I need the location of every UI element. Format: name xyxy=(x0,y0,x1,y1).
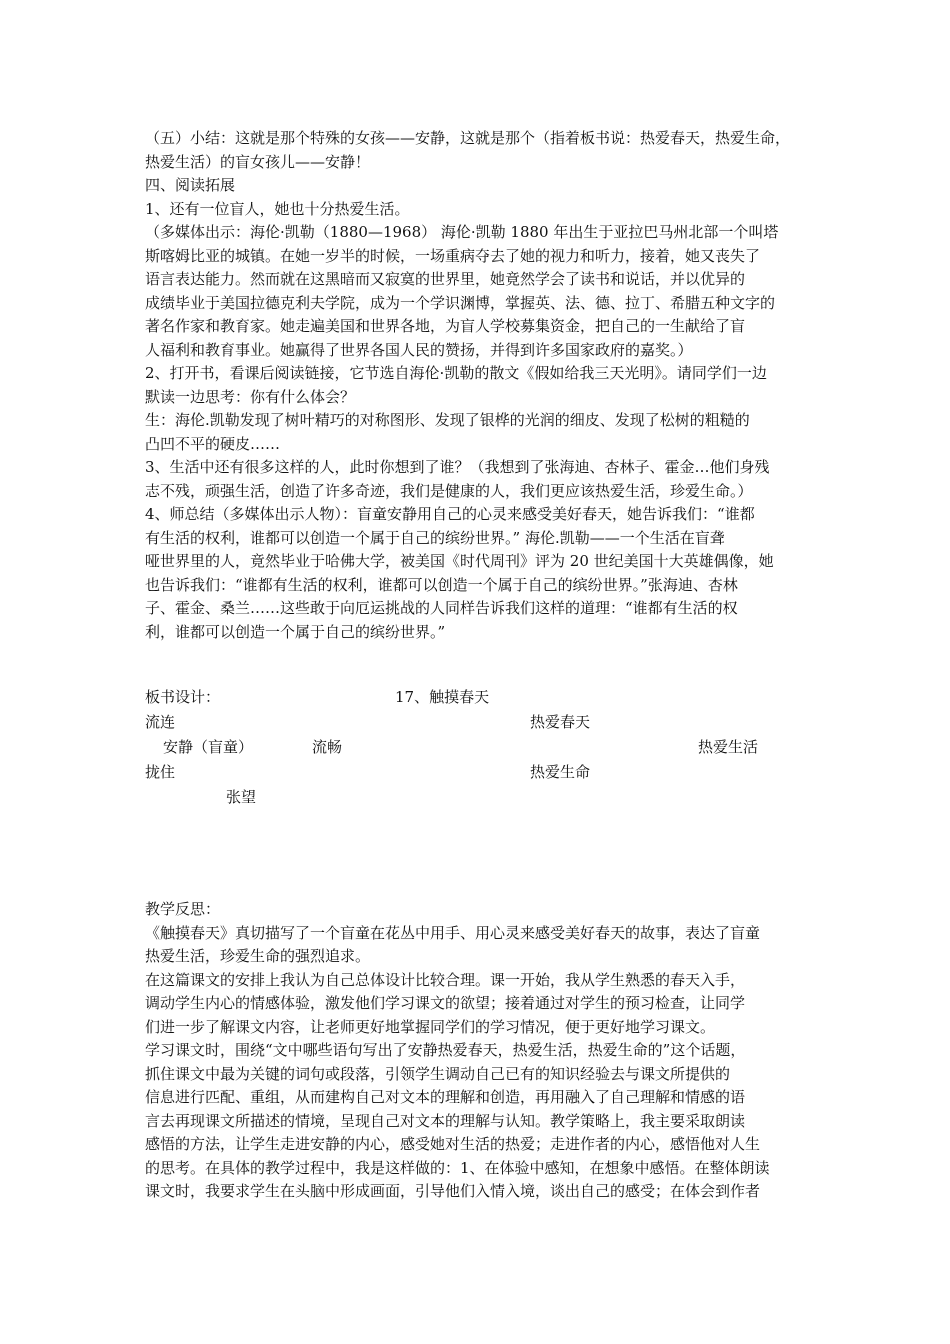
text-line: 《触摸春天》真切描写了一个盲童在花丛中用手、用心灵来感受美好春天的故事，表达了盲童 xyxy=(145,924,761,942)
board-word: 安静（盲童） xyxy=(163,738,254,756)
text-line: 哑世界里的人，竟然毕业于哈佛大学，被美国《时代周刊》评为 20 世纪美国十大英雄偶像，她 xyxy=(145,552,774,570)
board-word: 拢住 xyxy=(145,763,176,781)
text-line: 抓住课文中最为关键的词句或段落，引领学生调动自己已有的知识经验去与课文所提供的 xyxy=(145,1065,731,1083)
board-word: 张望 xyxy=(226,788,257,806)
text-line: 感悟的方法，让学生走进安静的内心，感受她对生活的热爱；走进作者的内心，感悟他对人生 xyxy=(145,1135,761,1153)
text-line: 热爱生活，珍爱生命的强烈追求。 xyxy=(145,947,371,965)
board-word: 热爱春天 xyxy=(530,713,591,731)
text-line: 生：海伦.凯勒发现了树叶精巧的对称图形、发现了银桦的光润的细皮、发现了松树的粗糙的 xyxy=(145,411,750,429)
text-line: 凸凹不平的硬皮…… xyxy=(145,435,281,453)
text-line: 信息进行匹配、重组，从而建构自己对文本的理解和创造，再用融入了自己理解和情感的语 xyxy=(145,1088,746,1106)
board-word: 流畅 xyxy=(312,738,343,756)
text-line: 默读一边思考：你有什么体会？ xyxy=(145,388,356,406)
text-line: 人福利和教育事业。她赢得了世界各国人民的赞扬，并得到许多国家政府的嘉奖。） xyxy=(145,341,693,359)
text-line: 1、还有一位盲人，她也十分热爱生活。 xyxy=(145,200,410,218)
section-heading: 四、阅读拓展 xyxy=(145,176,236,194)
text-line: 在这篇课文的安排上我认为自己总体设计比较合理。课一开始，我从学生熟悉的春天入手， xyxy=(145,971,746,989)
text-line: 热爱生活）的盲女孩儿——安静！ xyxy=(145,153,371,171)
text-line: 有生活的权利，谁都可以创造一个属于自己的缤纷世界。” 海伦.凯勒——一个生活在盲聋 xyxy=(145,529,725,547)
text-line: 言去再现课文所描述的情境，呈现自己对文本的理解与认知。教学策略上，我主要采取朗读 xyxy=(145,1112,746,1130)
text-line: 学习课文时，围绕“文中哪些语句写出了安静热爱春天，热爱生活，热爱生命的”这个话题， xyxy=(145,1041,746,1059)
text-line: 著名作家和教育家。她走遍美国和世界各地，为盲人学校募集资金，把自己的一生献给了盲 xyxy=(145,317,746,335)
text-line: 调动学生内心的情感体验，激发他们学习课文的欲望；接着通过对学生的预习检查，让同学 xyxy=(145,994,746,1012)
board-word: 热爱生活 xyxy=(698,738,759,756)
text-line: 4、师总结（多媒体出示人物）：盲童安静用自己的心灵来感受美好春天，她告诉我们：“谁都 xyxy=(145,505,755,523)
text-line: 的思考。在具体的教学过程中，我是这样做的：1、在体验中感知，在想象中感悟。在整体朗读 xyxy=(145,1159,770,1177)
text-line: （多媒体出示：海伦·凯勒（1880—1968） 海伦·凯勒 1880 年出生于亚拉巴马州北部一个叫塔 xyxy=(145,223,779,241)
text-line: 志不残，顽强生活，创造了许多奇迹，我们是健康的人，我们更应该热爱生活，珍爱生命。） xyxy=(145,482,753,500)
section-heading: 教学反思： xyxy=(145,900,221,918)
text-line: 利，谁都可以创造一个属于自己的缤纷世界。” xyxy=(145,623,446,641)
text-line: 斯喀姆比亚的城镇。在她一岁半的时候，一场重病夺去了她的视力和听力，接着，她又丧失了 xyxy=(145,247,761,265)
board-label: 板书设计： xyxy=(145,688,221,706)
board-word: 热爱生命 xyxy=(530,763,591,781)
board-title: 17、触摸春天 xyxy=(395,688,490,706)
text-line: 2、打开书，看课后阅读链接，它节选自海伦·凯勒的散文《假如给我三天光明》。请同学们一边 xyxy=(145,364,767,382)
text-line: 成绩毕业于美国拉德克利夫学院，成为一个学识渊博，掌握英、法、德、拉丁、希腊五种文字的 xyxy=(145,294,776,312)
board-word: 流连 xyxy=(145,713,176,731)
text-line: 语言表达能力。然而就在这黑暗而又寂寞的世界里，她竟然学会了读书和说话，并以优异的 xyxy=(145,270,746,288)
text-line: 课文时，我要求学生在头脑中形成画面，引导他们入情入境，谈出自己的感受；在体会到作者 xyxy=(145,1182,761,1200)
text-line: 也告诉我们：“谁都有生活的权利，谁都可以创造一个属于自己的缤纷世界。”张海迪、杏林 xyxy=(145,576,738,594)
text-line: 们进一步了解课文内容，让老师更好地掌握同学们的学习情况，便于更好地学习课文。 xyxy=(145,1018,716,1036)
text-line: （五）小结：这就是那个特殊的女孩——安静，这就是那个（指着板书说：热爱春天，热爱生命， xyxy=(145,129,791,147)
text-line: 3、生活中还有很多这样的人，此时你想到了谁？（我想到了张海迪、杏林子、霍金…他们身残 xyxy=(145,458,770,476)
text-line: 子、霍金、桑兰……这些敢于向厄运挑战的人同样告诉我们这样的道理：“谁都有生活的权 xyxy=(145,599,738,617)
